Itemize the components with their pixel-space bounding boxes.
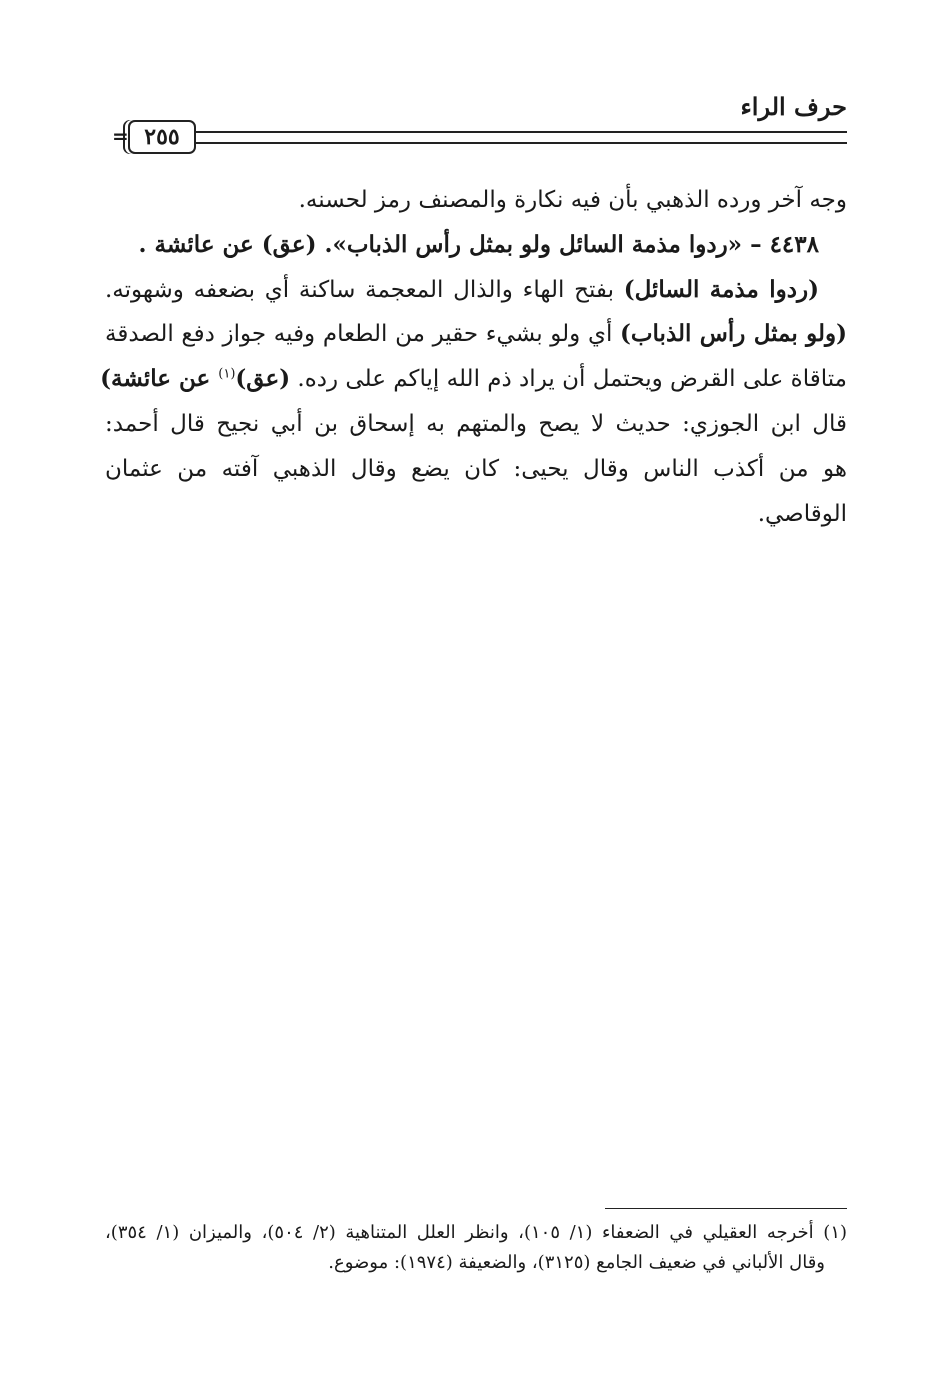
hadith-text: «ردوا مذمة السائل ولو بمثل رأس الذباب». (عق) عن عائشة . — [138, 230, 743, 258]
footnote-ref: (١) — [218, 366, 236, 382]
commentary-lemma: (ولو بمثل رأس الذباب) — [620, 320, 847, 348]
hadith-entry — [105, 223, 847, 268]
page-number: ٢٥٥ — [128, 120, 196, 154]
commentary-text: متاقاة على القرض ويحتمل أن يراد ذم الله إياكم على رده. — [290, 366, 847, 393]
header-rule — [196, 131, 847, 144]
commentary-line — [100, 357, 847, 402]
footnotes — [105, 1218, 847, 1278]
commentary-lemma: عن عائشة) — [100, 365, 219, 393]
body-text — [100, 178, 847, 536]
source-code: (عق) — [235, 365, 291, 393]
chapter-title: حرف الراء — [740, 92, 847, 121]
footnote-line: وقال الألباني في ضعيف الجامع (٣١٢٥)، والضعيفة (١٩٧٤): موضوع. — [328, 1252, 825, 1273]
commentary-line: قال ابن الجوزي: حديث لا يصح والمتهم به إسحاق بن أبي نجيح قال أحمد: — [105, 410, 847, 437]
body-line: وجه آخر ورده الذهبي بأن فيه نكارة والمصنف رمز لحسنه. — [298, 187, 847, 213]
header-rule-mark: = — [112, 124, 129, 148]
commentary-line — [105, 268, 847, 313]
commentary-lemma: (ردوا مذمة السائل) — [623, 275, 819, 303]
hadith-number: ٤٤٣٨ – — [742, 230, 819, 258]
commentary-line: الوقاصي. — [757, 500, 847, 527]
commentary-line: هو من أكذب الناس وقال يحيى: كان يضع وقال الذهبي آفته من عثمان — [105, 455, 847, 482]
footnote-line: (١) أخرجه العقيلي في الضعفاء (١/ ١٠٥)، وانظر العلل المتناهية (٢/ ٥٠٤)، والميزان (١/ ٣٥٤)، — [105, 1222, 848, 1243]
commentary-line — [105, 312, 847, 357]
commentary-text: أي ولو بشيء حقير من الطعام وفيه جواز دفع الصدقة — [105, 321, 620, 348]
footnote-separator — [605, 1208, 847, 1209]
commentary-text: بفتح الهاء والذال المعجمة ساكنة أي بضعفه وشهوته. — [105, 276, 624, 303]
